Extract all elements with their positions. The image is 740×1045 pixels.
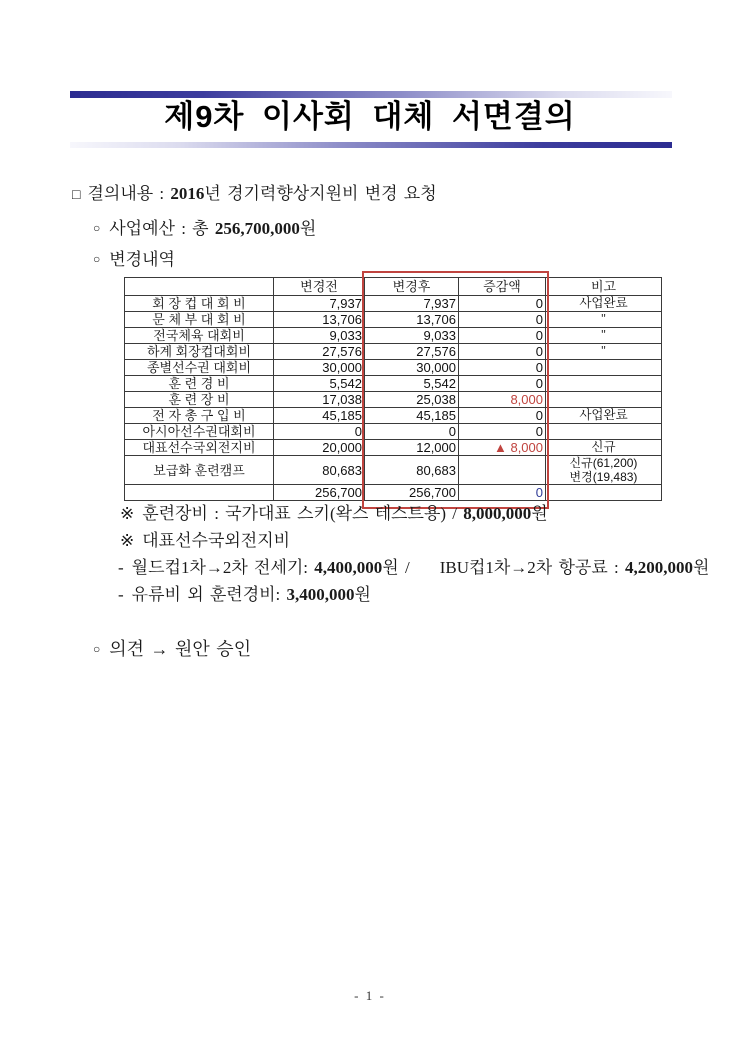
cell-item: 전국체육 대회비 [125,328,274,344]
budget-label: 사업예산 : 총 [109,219,215,238]
budget-change-table [124,277,662,501]
page-title: 제9차 이사회 대체 서면결의 [164,99,576,134]
resolution-text: 결의내용 : [87,184,171,203]
footnote-text: 유류비 외 훈련경비: [131,585,287,604]
cell-item: 문 체 부 대 회 비 [125,312,274,328]
circle-bullet-icon: ○ [93,642,101,656]
header-after: 변경후 [365,278,459,296]
cell-after: 13,706 [365,312,459,328]
cell-after: 25,038 [365,392,459,408]
change-heading-label: 변경내역 [109,250,175,269]
table-row [125,408,662,424]
footnote-equipment [120,504,548,524]
resolution-text-rest: 년 경기력향상지원비 변경 요청 [204,184,437,203]
table-row [125,456,662,485]
cell-after: 27,576 [365,344,459,360]
opinion-text: 의견 → 원안 승인 [109,639,252,659]
footnote-text: 월드컵1차→2차 전세기: [131,558,315,577]
cell-before: 20,000 [274,440,365,456]
cell-before: 80,683 [274,456,365,485]
footnote-text: 대표선수국외전지비 [142,531,291,550]
table-row [125,440,662,456]
cell-note [546,360,662,376]
table-total-row [125,485,662,501]
footnote-amount-1: 4,400,000 [314,558,383,577]
cell-note: 사업완료 [546,408,662,424]
cell-total-after: 256,700 [365,485,459,501]
cell-item: 대표선수국외전지비 [125,440,274,456]
dash-mark-icon: - [118,558,124,577]
cell-after: 45,185 [365,408,459,424]
table-row [125,392,662,408]
cell-before: 17,038 [274,392,365,408]
cell-after: 12,000 [365,440,459,456]
header-diff: 증감액 [459,278,546,296]
header-before: 변경전 [274,278,365,296]
cell-after: 9,033 [365,328,459,344]
budget-amount: 256,700,000 [214,219,300,238]
reference-mark-icon: ※ [120,504,135,523]
budget-unit: 원 [299,219,317,238]
cell-before: 9,033 [274,328,365,344]
circle-bullet-icon: ○ [93,221,101,235]
cell-note: 사업완료 [546,296,662,312]
footnote-unit: 원 [531,504,548,523]
cell-note [546,424,662,440]
cell-item: 훈 련 장 비 [125,392,274,408]
budget-line [93,219,316,240]
cell-total-diff: 0 [459,485,546,501]
cell-diff: 0 [459,424,546,440]
cell-after: 0 [365,424,459,440]
cell-before: 5,542 [274,376,365,392]
opinion-line [93,639,251,661]
cell-after: 5,542 [365,376,459,392]
table-row [125,312,662,328]
cell-note [546,392,662,408]
cell-diff: 0 [459,328,546,344]
footnote-mid: 원 / [382,558,410,577]
cell-after: 80,683 [365,456,459,485]
footnote-amount: 8,000,000 [463,504,532,523]
footnote-unit: 원 [692,558,710,577]
title-top-rule [70,91,672,98]
cell-diff: 0 [459,408,546,424]
cell-before: 0 [274,424,365,440]
footnote-overseas [120,531,290,551]
cell-item: 보급화 훈련캠프 [125,456,274,485]
cell-item: 하계 회장컵대회비 [125,344,274,360]
cell-diff: 0 [459,376,546,392]
footnote-unit: 원 [354,585,371,604]
cell-note: " [546,344,662,360]
header-note: 비고 [546,278,662,296]
cell-before: 45,185 [274,408,365,424]
table-row [125,344,662,360]
cell-note: 신규 [546,440,662,456]
reference-mark-icon: ※ [120,531,135,550]
circle-bullet-icon: ○ [93,252,101,266]
cell-before: 13,706 [274,312,365,328]
note-line-2: 변경(19,483) [569,470,638,484]
cell-diff [459,456,546,485]
cell-diff: 0 [459,360,546,376]
resolution-year: 2016 [170,184,205,203]
cell-diff: 0 [459,312,546,328]
cell-note [546,456,662,485]
dash-mark-icon: - [118,585,124,604]
table-row [125,376,662,392]
cell-note: " [546,312,662,328]
cell-diff-increase: 8,000 [459,392,546,408]
cell-item: 회 장 컵 대 회 비 [125,296,274,312]
cell-diff: 0 [459,344,546,360]
cell-item: 전 자 총 구 입 비 [125,408,274,424]
table-row [125,424,662,440]
cell-note [546,376,662,392]
cell-after: 30,000 [365,360,459,376]
table-row [125,360,662,376]
footnote-amount-2: 4,200,000 [624,558,693,577]
cell-total-before: 256,700 [274,485,365,501]
cell-diff: 0 [459,296,546,312]
cell-diff-decrease: ▲ 8,000 [459,440,546,456]
page-number: - 1 - [354,988,386,1003]
header-item [125,278,274,296]
cell-before: 27,576 [274,344,365,360]
footnote-amount: 3,400,000 [286,585,355,604]
cell-item: 종별선수권 대회비 [125,360,274,376]
title-bottom-rule [70,142,672,148]
cell-before: 30,000 [274,360,365,376]
square-bullet-icon: □ [72,188,81,203]
budget-table-wrapper [124,277,662,501]
footnote-fuel [118,585,371,605]
note-line-1: 신규(61,200) [569,456,638,470]
cell-note [546,485,662,501]
table-header-row [125,278,662,296]
footnote-text: 훈련장비 : 국가대표 스키(왁스 테스트용) / [142,504,464,523]
table-row [125,296,662,312]
cell-before: 7,937 [274,296,365,312]
table-row [125,328,662,344]
change-heading [93,250,175,271]
resolution-line [72,184,437,206]
footnote-text-2: IBU컵1차→2차 항공료 : [439,558,625,577]
cell-after: 7,937 [365,296,459,312]
cell-note: " [546,328,662,344]
footnote-flights [118,558,709,578]
cell-item: 아시아선수권대회비 [125,424,274,440]
cell-item [125,485,274,501]
cell-item: 훈 련 경 비 [125,376,274,392]
